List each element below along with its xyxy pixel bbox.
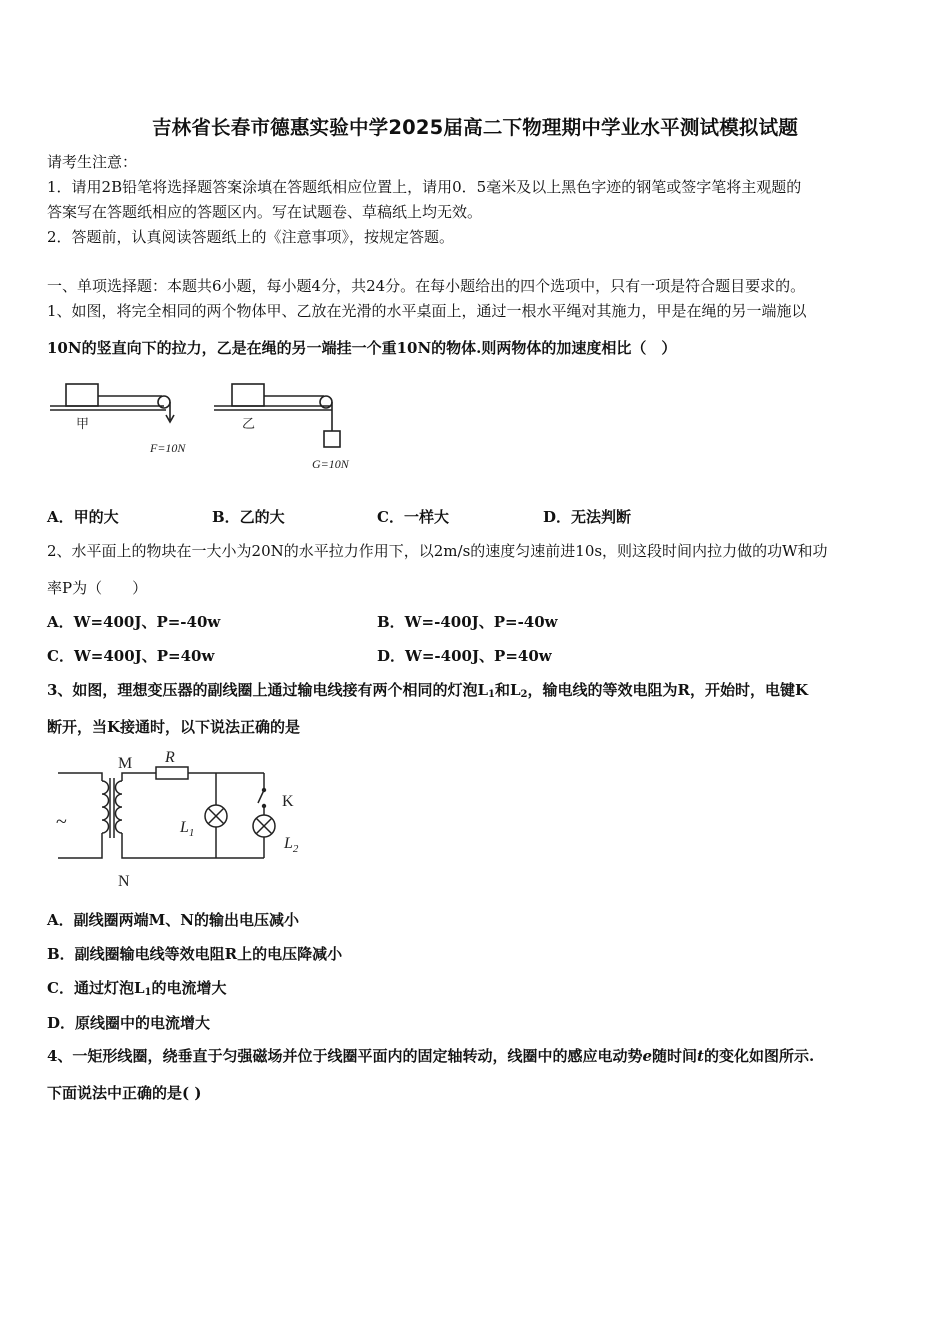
q3-option-d[interactable]: D．原线圈中的电流增大 — [47, 1014, 211, 1032]
terminal-m-label: M — [118, 755, 133, 772]
terminal-n-label: N — [118, 873, 130, 890]
q1-force-label: F=10N — [150, 441, 186, 455]
q2-option-a[interactable]: A．W=400J、P=-40w — [47, 613, 221, 631]
lamp-l2-label: $L_2$ — [284, 835, 299, 855]
lamp-l1-label: $L_1$ — [180, 819, 195, 839]
q1-label-a: 甲 — [76, 416, 90, 431]
q1-weight-label: G=10N — [312, 457, 349, 471]
notice-line-2: 答案写在答题纸相应的答题区内。写在试题卷、草稿纸上均无效。 — [47, 203, 483, 221]
q3-option-a[interactable]: A．副线圈两端M、N的输出电压减小 — [47, 911, 299, 929]
q2-line-2: 率P为（ ） — [47, 579, 148, 597]
resistor-r-label: R — [165, 749, 175, 766]
q1-line-1: 1、如图，将完全相同的两个物体甲、乙放在光滑的水平桌面上，通过一根水平绳对其施力，甲是在绳的另一端施以 — [47, 302, 807, 320]
q1-pulley-figure — [44, 368, 374, 478]
q3-line-1: 3、如图，理想变压器的副线圈上通过输电线接有两个相同的灯泡$L_1$和$L_2$，输电线的等效电阻为R，开始时，电键K — [47, 681, 809, 700]
q4-line-1: 4、一矩形线圈，绕垂直于匀强磁场并位于线圈平面内的固定轴转动，线圈中的感应电动势e随时间t的变化如图所示. — [47, 1047, 815, 1065]
q1-option-b[interactable]: B．乙的大 — [212, 508, 285, 526]
page-title: 吉林省长春市德惠实验中学2025届高二下物理期中学业水平测试模拟试题 — [151, 116, 799, 139]
section-heading: 一、单项选择题：本题共6小题，每小题4分，共24分。在每小题给出的四个选项中，只有一项是符合题目要求的。 — [47, 277, 806, 295]
q3-option-c[interactable]: C．通过灯泡$L_1$的电流增大 — [47, 979, 227, 998]
q4-line-2: 下面说法中正确的是( ) — [47, 1084, 202, 1102]
q2-option-d[interactable]: D．W=-400J、P=40w — [377, 647, 552, 665]
ac-source-icon: ~ — [56, 811, 67, 833]
q3-option-b[interactable]: B．副线圈输电线等效电阻R上的电压降减小 — [47, 945, 343, 963]
notice-heading: 请考生注意： — [47, 153, 138, 171]
q3-line-2: 断开，当K接通时，以下说法正确的是 — [47, 718, 301, 736]
q1-line-2: 10N的竖直向下的拉力，乙是在绳的另一端挂一个重10N的物体.则两物体的加速度相比（ ） — [47, 339, 677, 357]
q1-option-d[interactable]: D．无法判断 — [543, 508, 632, 526]
notice-line-3: 2．答题前，认真阅读答题纸上的《注意事项》，按规定答题。 — [47, 228, 455, 246]
switch-k-label: K — [282, 793, 294, 810]
q2-option-b[interactable]: B．W=-400J、P=-40w — [377, 613, 558, 631]
q1-label-b: 乙 — [242, 416, 256, 431]
q2-line-1: 2、水平面上的物块在一大小为20N的水平拉力作用下，以2m/s的速度匀速前进10s，则这段时间内拉力做的功W和功 — [47, 542, 828, 560]
notice-line-1: 1．请用2B铅笔将选择题答案涂填在答题纸相应位置上，请用0．5毫米及以上黑色字迹的钢笔或签字笔将主观题的 — [47, 178, 802, 196]
q2-option-c[interactable]: C．W=400J、P=40w — [47, 647, 215, 665]
q3-circuit-figure — [50, 748, 320, 893]
q1-option-a[interactable]: A．甲的大 — [47, 508, 119, 526]
q1-option-c[interactable]: C．一样大 — [377, 508, 449, 526]
